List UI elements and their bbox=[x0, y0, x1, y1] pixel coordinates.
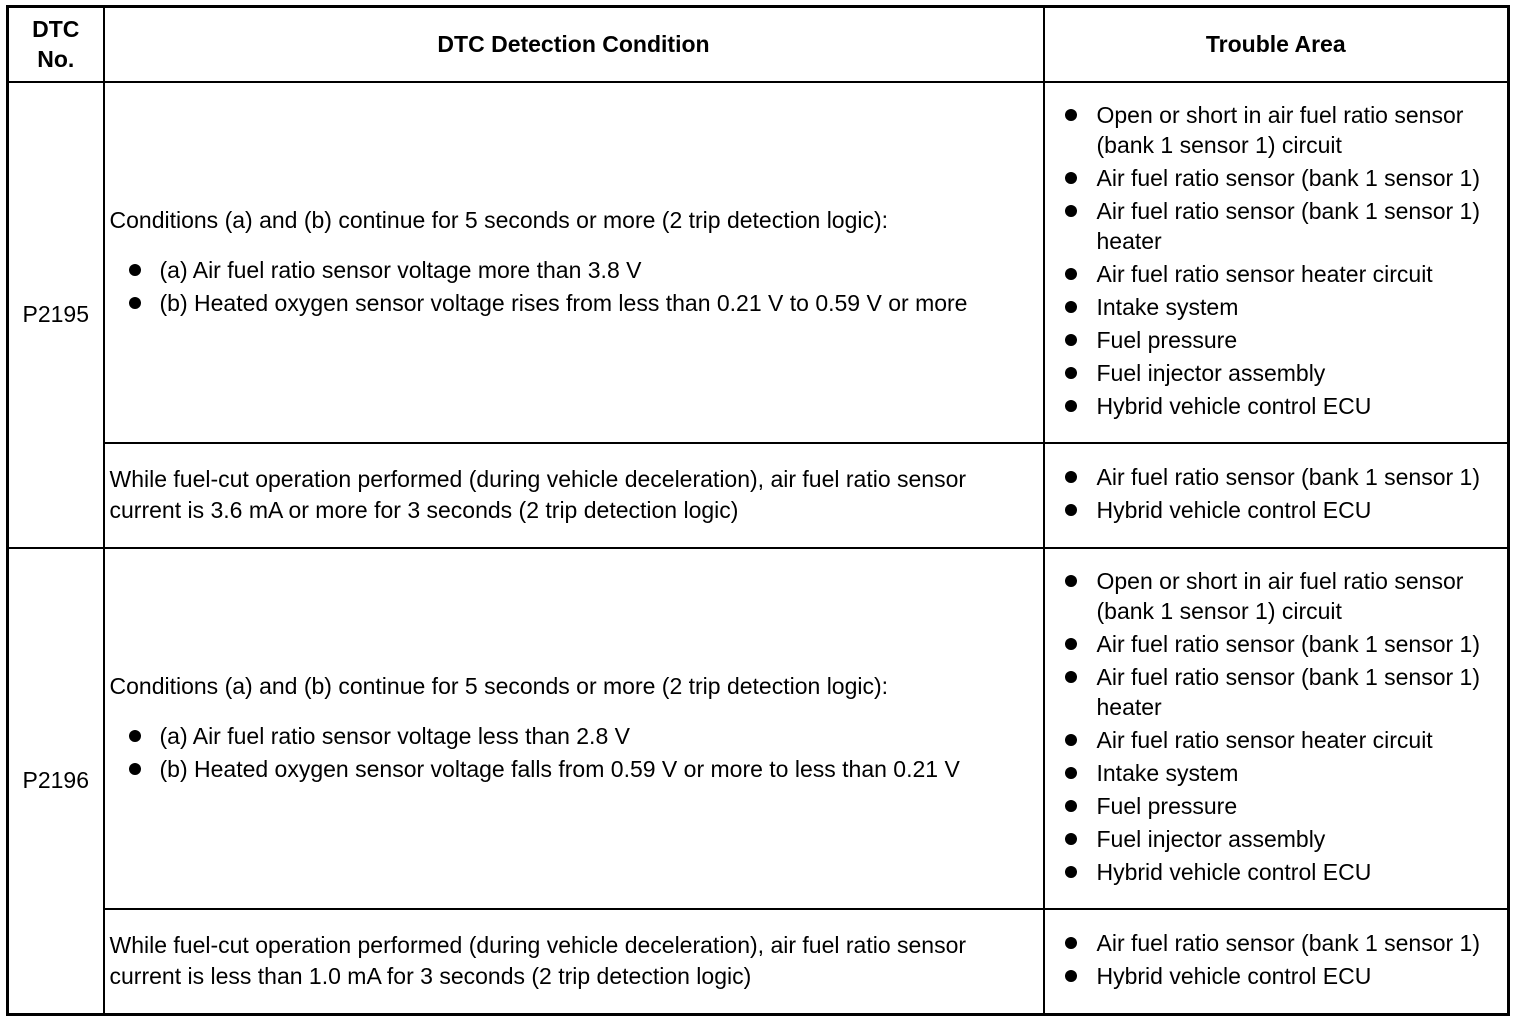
trouble-area-text: Fuel pressure bbox=[1096, 793, 1238, 819]
trouble-area-text: Air fuel ratio sensor (bank 1 sensor 1) bbox=[1096, 930, 1481, 957]
table-row bbox=[8, 443, 1509, 548]
condition-text: (b) Heated oxygen sensor voltage rises from less than 0.21 V to 0.59 V or more bbox=[159, 289, 968, 316]
bullet-icon bbox=[1065, 334, 1077, 346]
bullet-icon bbox=[1065, 638, 1077, 650]
bullet-icon bbox=[129, 264, 141, 276]
trouble-area bbox=[1044, 443, 1509, 548]
dtc-code: P2195 bbox=[8, 82, 104, 548]
list-item bbox=[1065, 725, 1504, 755]
trouble-area-text: Air fuel ratio sensor (bank 1 sensor 1) bbox=[1096, 165, 1481, 191]
list-item bbox=[1065, 791, 1504, 821]
trouble-area-text: Air fuel ratio sensor (bank 1 sensor 1) bbox=[1096, 464, 1481, 490]
detection-condition bbox=[104, 548, 1044, 909]
header-trouble-area: Trouble Area bbox=[1044, 7, 1509, 82]
list-item bbox=[110, 720, 1039, 753]
table-row bbox=[8, 82, 1509, 443]
bullet-icon bbox=[129, 763, 141, 775]
bullet-icon bbox=[1065, 471, 1077, 483]
trouble-area-text: Intake system bbox=[1096, 294, 1239, 320]
trouble-area-text: Hybrid vehicle control ECU bbox=[1096, 393, 1372, 419]
trouble-area-text: Hybrid vehicle control ECU bbox=[1096, 859, 1372, 885]
condition-list bbox=[110, 720, 1039, 786]
trouble-area-list bbox=[1065, 462, 1504, 525]
list-item bbox=[1065, 196, 1504, 256]
condition-text: While fuel-cut operation performed (during vehicle deceleration), air fuel ratio sensor current is 3.6 mA or more for 3 seconds (2 trip detection logic) bbox=[109, 466, 967, 523]
dtc-table bbox=[6, 5, 1510, 1016]
bullet-icon bbox=[1065, 970, 1077, 982]
bullet-icon bbox=[1065, 109, 1077, 121]
list-item bbox=[1065, 961, 1504, 991]
bullet-icon bbox=[1065, 671, 1077, 683]
detection-condition bbox=[104, 909, 1044, 1015]
bullet-icon bbox=[1065, 767, 1077, 779]
trouble-area bbox=[1044, 548, 1509, 909]
trouble-area bbox=[1044, 909, 1509, 1015]
bullet-icon bbox=[1065, 833, 1077, 845]
list-item bbox=[1065, 928, 1504, 958]
bullet-icon bbox=[1065, 800, 1077, 812]
list-item bbox=[1065, 391, 1504, 421]
condition-list bbox=[110, 254, 1039, 320]
condition-intro: Conditions (a) and (b) continue for 5 seconds or more (2 trip detection logic): bbox=[109, 672, 889, 699]
list-item bbox=[1065, 857, 1504, 887]
trouble-area-text: Hybrid vehicle control ECU bbox=[1096, 497, 1372, 523]
trouble-area-text: Air fuel ratio sensor heater circuit bbox=[1096, 261, 1433, 287]
table-row bbox=[8, 909, 1509, 1015]
list-item bbox=[1065, 662, 1504, 722]
trouble-area-text: Fuel injector assembly bbox=[1096, 360, 1326, 386]
trouble-area-list bbox=[1065, 566, 1504, 887]
list-item bbox=[1065, 259, 1504, 289]
list-item bbox=[1065, 824, 1504, 854]
list-item bbox=[1065, 292, 1504, 322]
bullet-icon bbox=[1065, 268, 1077, 280]
trouble-area-list bbox=[1065, 928, 1504, 991]
header-detection-condition: DTC Detection Condition bbox=[104, 7, 1044, 82]
list-item bbox=[110, 287, 1039, 320]
trouble-area-text: Air fuel ratio sensor (bank 1 sensor 1) bbox=[1096, 631, 1481, 657]
header-row bbox=[8, 7, 1509, 82]
bullet-icon bbox=[1065, 400, 1077, 412]
trouble-area-text: Air fuel ratio sensor heater circuit bbox=[1096, 727, 1433, 753]
bullet-icon bbox=[129, 730, 141, 742]
detection-condition bbox=[104, 82, 1044, 443]
trouble-area-text: Air fuel ratio sensor (bank 1 sensor 1) heater bbox=[1096, 664, 1481, 720]
condition-text: While fuel-cut operation performed (during vehicle deceleration), air fuel ratio sensor current is less than 1.0 mA for 3 seconds (2 trip detection logic) bbox=[109, 932, 967, 990]
list-item bbox=[1065, 566, 1504, 626]
condition-intro: Conditions (a) and (b) continue for 5 seconds or more (2 trip detection logic): bbox=[109, 206, 889, 233]
header-dtc-no: DTC No. bbox=[8, 7, 104, 82]
bullet-icon bbox=[1065, 172, 1077, 184]
list-item bbox=[1065, 629, 1504, 659]
bullet-icon bbox=[1065, 575, 1077, 587]
list-item bbox=[1065, 100, 1504, 160]
trouble-area-text: Open or short in air fuel ratio sensor (bank 1 sensor 1) circuit bbox=[1096, 102, 1464, 158]
list-item bbox=[1065, 325, 1504, 355]
bullet-icon bbox=[1065, 734, 1077, 746]
condition-text: (a) Air fuel ratio sensor voltage less than 2.8 V bbox=[159, 722, 630, 749]
condition-text: (a) Air fuel ratio sensor voltage more than 3.8 V bbox=[159, 256, 642, 283]
list-item bbox=[1065, 462, 1504, 492]
table-row bbox=[8, 548, 1509, 909]
trouble-area-text: Intake system bbox=[1096, 760, 1239, 786]
bullet-icon bbox=[129, 297, 141, 309]
trouble-area-text: Fuel injector assembly bbox=[1096, 826, 1326, 852]
condition-text: (b) Heated oxygen sensor voltage falls from 0.59 V or more to less than 0.21 V bbox=[159, 755, 960, 782]
trouble-area-text: Air fuel ratio sensor (bank 1 sensor 1) heater bbox=[1096, 198, 1481, 254]
bullet-icon bbox=[1065, 504, 1077, 516]
list-item bbox=[1065, 163, 1504, 193]
trouble-area bbox=[1044, 82, 1509, 443]
list-item bbox=[1065, 758, 1504, 788]
trouble-area-list bbox=[1065, 100, 1504, 421]
dtc-code: P2196 bbox=[8, 548, 104, 1015]
list-item bbox=[1065, 358, 1504, 388]
list-item bbox=[1065, 495, 1504, 525]
detection-condition bbox=[104, 443, 1044, 548]
trouble-area-text: Open or short in air fuel ratio sensor (bank 1 sensor 1) circuit bbox=[1096, 568, 1464, 624]
bullet-icon bbox=[1065, 367, 1077, 379]
list-item bbox=[110, 254, 1039, 287]
bullet-icon bbox=[1065, 205, 1077, 217]
bullet-icon bbox=[1065, 937, 1077, 949]
trouble-area-text: Fuel pressure bbox=[1096, 327, 1238, 353]
bullet-icon bbox=[1065, 866, 1077, 878]
list-item bbox=[110, 753, 1039, 786]
bullet-icon bbox=[1065, 301, 1077, 313]
trouble-area-text: Hybrid vehicle control ECU bbox=[1096, 963, 1372, 990]
